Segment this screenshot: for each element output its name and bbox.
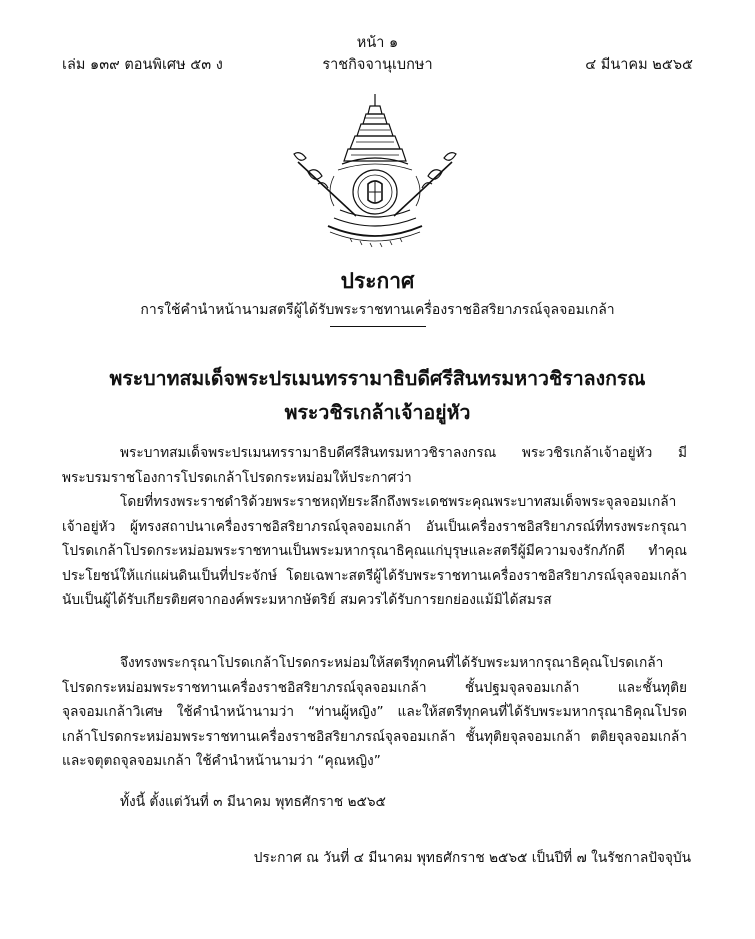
closing-statement: ประกาศ ณ วันที่ ๔ มีนาคม พุทธศักราช ๒๕๖๕ เป็นปีที่ ๗ ในรัชกาลปัจจุบัน <box>253 850 691 866</box>
volume-info: เล่ม ๑๓๙ ตอนพิเศษ ๕๓ ง <box>62 57 223 73</box>
gazette-name: ราชกิจจานุเบกษา <box>322 57 433 73</box>
king-name-line-1: พระบาทสมเด็จพระปรเมนทรรามาธิบดีศรีสินทรมหาวชิราลงกรณ <box>109 367 646 390</box>
body-paragraph-1: พระบาทสมเด็จพระปรเมนทรรามาธิบดีศรีสินทรมหาวชิราลงกรณ พระวชิรเกล้าเจ้าอยู่หัว มีพระบรมราชโองการโปรดเกล้าโปรดกระหม่อมให้ประกาศว่า <box>62 445 687 486</box>
royal-cypher-emblem-icon <box>290 92 460 252</box>
announcement-title: ประกาศ <box>340 269 415 293</box>
body-paragraph-2: โดยที่ทรงพระราชดำริด้วยพระราชหฤทัยระลึกถึงพระเดชพระคุณพระบาทสมเด็จพระจุลจอมเกล้าเจ้าอยู่หัว ผู้ทรงสถาปนาเครื่องราชอิสริยาภรณ์จุลจอมเกล้า อันเป็นเครื่องราชอิสริยาภรณ์ที่ทรงพระกรุณาโปรดเกล้าโปรดกระหม่อมพระราชทานเป็นพระมหากรุณาธิคุณแก่บุรุษและสตรีผู้มีความจงรักภักดี ทำคุณประโยชน์ให้แก่แผ่นดินเป็นที่ประจักษ์ โดยเฉพาะสตรีผู้ได้รับพระราชทานเครื่องราชอิสริยาภรณ์จุลจอมเกล้า นับเป็นผู้ได้รับเกียรติยศจากองค์พระมหากษัตริย์ สมควรได้รับการยกย่องแม้มิได้สมรส <box>62 494 687 608</box>
page-number: หน้า ๑ <box>356 35 399 51</box>
title-divider <box>330 326 426 327</box>
body-paragraph-3: จึงทรงพระกรุณาโปรดเกล้าโปรดกระหม่อมให้สตรีทุกคนที่ได้รับพระมหากรุณาธิคุณโปรดเกล้าโปรดกระหม่อมพระราชทานเครื่องราชอิสริยาภรณ์จุลจอมเกล้า ชั้นปฐมจุลจอมเกล้า และชั้นทุติยจุลจอมเกล้าวิเศษ ใช้คำนำหน้านามว่า “ท่านผู้หญิง” และให้สตรีทุกคนที่ได้รับพระมหากรุณาธิคุณโปรดเกล้าโปรดกระหม่อมพระราชทานเครื่องราชอิสริยาภรณ์จุลจอมเกล้า ชั้นทุติยจุลจอมเกล้า ตติยจุลจอมเกล้า และจตุตถจุลจอมเกล้า ใช้คำนำหน้านามว่า “คุณหญิง” <box>62 655 687 769</box>
issue-date: ๔ มีนาคม ๒๕๖๕ <box>585 57 693 73</box>
body-paragraph-4: ทั้งนี้ ตั้งแต่วันที่ ๓ มีนาคม พุทธศักราช ๒๕๖๕ <box>120 794 386 810</box>
king-name-line-2: พระวชิรเกล้าเจ้าอยู่หัว <box>284 401 471 424</box>
announcement-subtitle: การใช้คำนำหน้านามสตรีผู้ได้รับพระราชทานเครื่องราชอิสริยาภรณ์จุลจอมเกล้า <box>140 302 615 318</box>
